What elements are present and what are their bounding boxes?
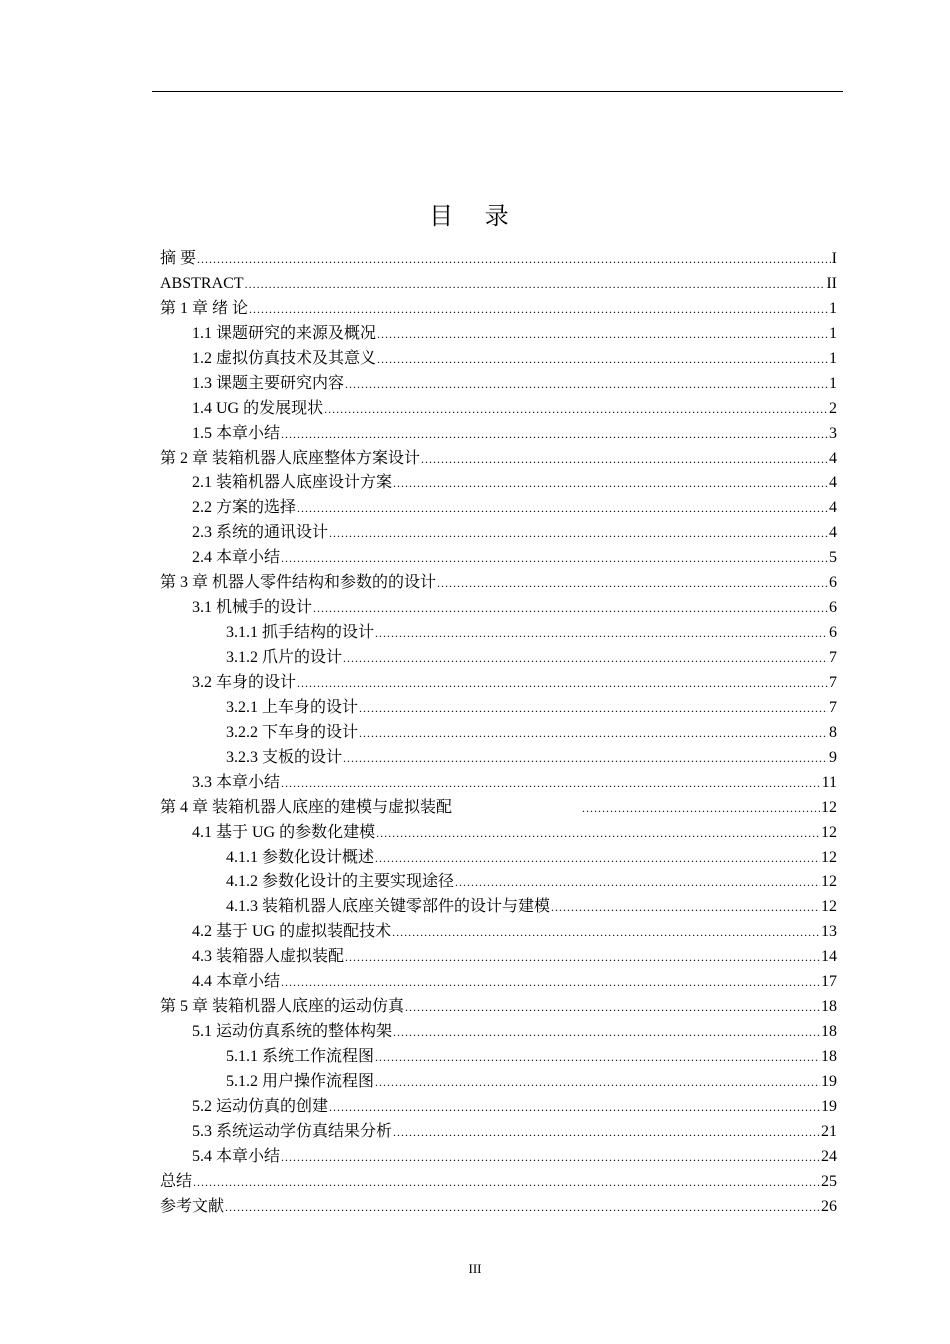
toc-entry[interactable]	[160, 771, 837, 796]
dot-leader	[313, 602, 828, 614]
toc-entry[interactable]	[160, 821, 837, 846]
toc-entry-page: 1	[829, 374, 837, 392]
toc-entry[interactable]	[160, 297, 837, 322]
toc-entry[interactable]	[160, 1070, 837, 1095]
toc-entry[interactable]	[160, 1195, 837, 1220]
dot-leader	[281, 1151, 820, 1163]
dot-leader	[375, 1076, 820, 1088]
toc-entry-page: 19	[821, 1072, 837, 1090]
toc-entry-page: 13	[821, 923, 837, 941]
toc-entry-label: ABSTRACT	[160, 274, 244, 292]
toc-entry[interactable]	[160, 1020, 837, 1045]
toc-entry[interactable]	[160, 870, 837, 895]
dot-leader	[343, 752, 828, 764]
toc-entry-label: 第 1 章 绪 论	[160, 299, 249, 317]
toc-entry-label: 4.1 基于 UG 的参数化建模	[192, 823, 376, 841]
toc-entry[interactable]	[160, 247, 837, 272]
page-title: 目 录	[429, 202, 521, 231]
dot-leader	[375, 627, 828, 639]
toc-entry-page: I	[831, 250, 837, 267]
toc-entry-label: 总结	[160, 1172, 193, 1190]
toc-entry-label: 5.3 系统运动学仿真结果分析	[192, 1122, 393, 1140]
toc-entry-page: 17	[821, 973, 837, 991]
toc-entry-page: 6	[829, 599, 837, 617]
toc-entry-label: 3.1 机械手的设计	[192, 599, 313, 617]
toc-entry-page: 12	[821, 823, 837, 841]
dot-leader	[249, 303, 828, 315]
toc-entry-page: 25	[821, 1172, 837, 1190]
dot-leader	[345, 951, 820, 963]
toc-entry[interactable]	[160, 447, 837, 472]
toc-entry-label: 4.1.1 参数化设计概述	[226, 848, 375, 866]
toc-entry-page: 2	[829, 399, 837, 417]
toc-entry[interactable]	[160, 895, 837, 920]
toc-entry[interactable]	[160, 1170, 837, 1195]
toc-entry[interactable]	[160, 746, 837, 771]
toc-entry-label: 2.2 方案的选择	[192, 499, 297, 517]
toc-entry-label: 3.1.2 爪片的设计	[226, 649, 343, 666]
toc-entry-label: 第 3 章 机器人零件结构和参数的的设计	[160, 574, 437, 592]
toc-entry-page: 12	[821, 848, 837, 866]
toc-entry-label: 3.2.1 上车身的设计	[226, 698, 359, 716]
toc-entry-label: 2.3 系统的通讯设计	[192, 524, 329, 542]
toc-entry-page: 18	[821, 1048, 837, 1065]
toc-entry[interactable]	[160, 422, 837, 447]
dot-leader	[329, 527, 828, 539]
dot-leader	[281, 428, 828, 440]
dot-leader	[343, 652, 828, 664]
toc-entry[interactable]	[160, 571, 837, 596]
dot-leader	[437, 577, 828, 589]
toc-entry-label: 3.3 本章小结	[192, 773, 281, 791]
dot-leader	[375, 852, 820, 864]
toc-entry-label: 参考文献	[160, 1197, 225, 1215]
toc-entry-label: 5.1 运动仿真系统的整体构架	[192, 1023, 393, 1041]
dot-leader	[393, 1026, 820, 1038]
toc-entry[interactable]	[160, 347, 837, 372]
toc-entry-page: 14	[821, 948, 837, 966]
dot-leader	[392, 926, 820, 938]
toc-entry-page: 18	[821, 1023, 837, 1041]
dot-leader	[551, 901, 820, 913]
toc-entry[interactable]	[160, 322, 837, 347]
dot-leader	[324, 403, 828, 415]
toc-entry-label: 5.1.2 用户操作流程图	[226, 1072, 375, 1090]
toc-entry[interactable]	[160, 521, 837, 546]
toc-entry-page: 24	[821, 1147, 837, 1165]
dot-leader	[281, 552, 828, 564]
toc-entry-label: 2.1 装箱机器人底座设计方案	[192, 474, 393, 492]
toc-entry-page: 12	[821, 798, 837, 816]
toc-entry-page: 11	[821, 773, 837, 791]
dot-leader	[245, 278, 826, 290]
toc-entry-label: 第 5 章 装箱机器人底座的运动仿真	[160, 998, 405, 1016]
page-number: III	[468, 1261, 482, 1276]
toc-entry[interactable]	[160, 397, 837, 422]
toc-entry-label: 4.1.2 参数化设计的主要实现途径	[226, 873, 455, 891]
toc-entry-page: 7	[829, 649, 837, 666]
toc-entry[interactable]	[160, 596, 837, 621]
dot-leader	[405, 1001, 820, 1013]
toc-entry-label: 1.3 课题主要研究内容	[192, 374, 345, 392]
toc-entry-page: 6	[829, 624, 837, 642]
toc-entry[interactable]	[160, 1120, 837, 1145]
toc-entry[interactable]	[160, 471, 837, 496]
toc-entry-page: 19	[821, 1097, 837, 1115]
dot-leader	[297, 677, 828, 689]
toc-entry[interactable]	[160, 945, 837, 970]
toc-entry-label: 第 2 章 装箱机器人底座整体方案设计	[160, 449, 421, 467]
dot-leader	[281, 777, 821, 789]
dot-leader	[197, 253, 831, 265]
toc-entry-page: 1	[829, 299, 837, 317]
toc-entry-label: 5.2 运动仿真的创建	[192, 1097, 329, 1115]
dot-leader	[297, 502, 828, 514]
toc-entry-label: 摘 要	[160, 250, 197, 267]
dot-leader	[281, 976, 820, 988]
toc-entry[interactable]	[160, 721, 837, 746]
toc-entry-label: 1.5 本章小结	[192, 424, 281, 442]
toc-entry-label: 5.1.1 系统工作流程图	[226, 1048, 375, 1065]
dot-leader	[193, 1176, 820, 1188]
toc-entry-label: 5.4 本章小结	[192, 1147, 281, 1165]
toc-entry-label: 3.2.3 支板的设计	[226, 748, 343, 766]
toc-entry-page: 3	[829, 424, 837, 442]
dot-leader	[377, 328, 828, 340]
toc-entry-page: 12	[821, 898, 837, 916]
toc-entry-page: 4	[829, 449, 837, 467]
dot-leader	[582, 802, 820, 814]
toc-entry[interactable]	[160, 372, 837, 397]
dot-leader	[455, 876, 820, 888]
toc-entry-page: 8	[829, 723, 837, 741]
toc-entry-page: 7	[829, 698, 837, 716]
toc-entry[interactable]	[160, 846, 837, 871]
dot-leader	[393, 1126, 820, 1138]
toc-entry-label: 4.3 装箱器人虚拟装配	[192, 948, 345, 966]
toc-entry-label: 1.4 UG 的发展现状	[192, 399, 324, 417]
toc-entry[interactable]	[160, 1045, 837, 1070]
toc-entry-page: 12	[821, 873, 837, 891]
toc-entry-page: 1	[829, 324, 837, 342]
toc-entry-page: 4	[829, 499, 837, 517]
dot-leader	[359, 702, 828, 714]
toc-entry-page: 21	[821, 1122, 837, 1140]
dot-leader	[225, 1201, 820, 1213]
toc-entry-label: 4.4 本章小结	[192, 973, 281, 991]
toc-entry-page: 4	[829, 474, 837, 492]
dot-leader	[345, 378, 828, 390]
toc-entry[interactable]	[160, 796, 837, 821]
toc-entry[interactable]	[160, 1095, 837, 1120]
toc-entry-page: 4	[829, 524, 837, 542]
toc-entry-page: 18	[821, 998, 837, 1016]
dot-leader	[376, 827, 820, 839]
toc-entry[interactable]	[160, 995, 837, 1020]
toc-entry-page: II	[826, 274, 837, 292]
toc-entry-page: 7	[829, 673, 837, 691]
toc-entry-label: 3.2.2 下车身的设计	[226, 723, 359, 741]
toc-entry-label: 2.4 本章小结	[192, 549, 281, 567]
toc-entry[interactable]	[160, 496, 837, 521]
toc-entry-label: 1.2 虚拟仿真技术及其意义	[192, 349, 377, 367]
dot-leader	[329, 1101, 820, 1113]
toc-entry[interactable]	[160, 621, 837, 646]
toc-entry[interactable]	[160, 646, 837, 671]
toc-entry-label: 3.1.1 抓手结构的设计	[226, 624, 375, 642]
toc-entry[interactable]	[160, 696, 837, 721]
toc-entry-page: 1	[829, 349, 837, 367]
toc-entry-page: 5	[829, 549, 837, 567]
toc-entry[interactable]	[160, 546, 837, 571]
toc-entry-label: 1.1 课题研究的来源及概况	[192, 324, 377, 342]
table-of-contents	[160, 247, 837, 1220]
toc-entry[interactable]	[160, 920, 837, 945]
toc-entry-label: 第 4 章 装箱机器人底座的建模与虚拟装配	[160, 798, 453, 816]
toc-entry[interactable]	[160, 1145, 837, 1170]
toc-entry-page: 6	[829, 574, 837, 592]
toc-entry-label: 4.1.3 装箱机器人底座关键零部件的设计与建模	[226, 898, 551, 916]
dot-leader	[377, 353, 828, 365]
toc-entry-page: 9	[829, 748, 837, 766]
header-rule	[152, 91, 843, 92]
toc-entry[interactable]	[160, 272, 837, 297]
toc-entry-label: 4.2 基于 UG 的虚拟装配技术	[192, 923, 392, 941]
toc-entry-page: 26	[821, 1197, 837, 1215]
dot-leader	[375, 1051, 820, 1063]
dot-leader	[359, 727, 828, 739]
toc-entry[interactable]	[160, 970, 837, 995]
toc-entry[interactable]	[160, 671, 837, 696]
toc-entry-label: 3.2 车身的设计	[192, 673, 297, 691]
dot-leader	[393, 477, 828, 489]
dot-leader	[421, 453, 828, 465]
